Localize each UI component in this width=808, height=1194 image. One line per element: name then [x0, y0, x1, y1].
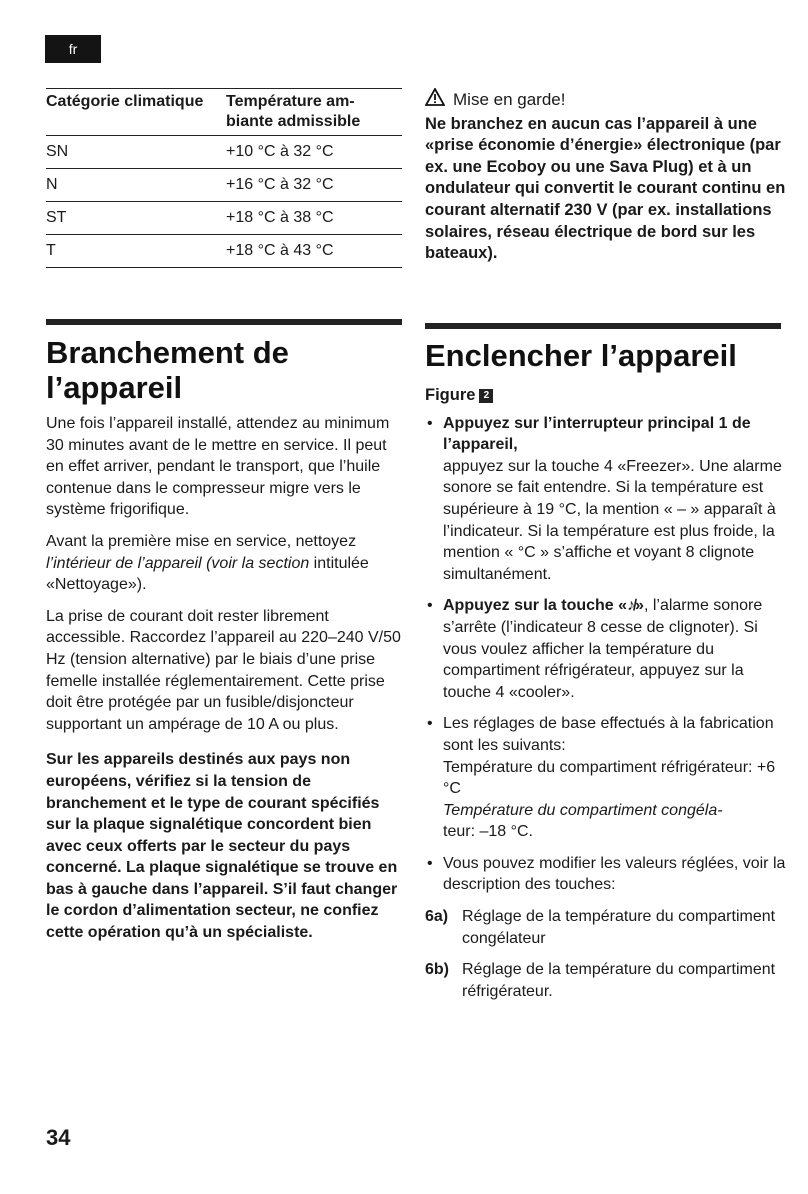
list-item	[425, 595, 795, 703]
language-badge: fr	[45, 35, 101, 63]
section-divider-bar	[46, 319, 402, 325]
bullet-text: Les réglages de base effectués à la fabrication sont les suivants:	[443, 715, 774, 754]
list-item	[425, 713, 795, 843]
temperature-range-cell: +18 °C à 43 °C	[226, 235, 402, 268]
climate-class-cell: ST	[46, 202, 226, 235]
bullet-bold-text: Appuyez sur la touche «	[443, 597, 628, 615]
warning-box	[425, 88, 790, 265]
step-number: 6a)	[425, 908, 449, 926]
warning-triangle-icon	[425, 88, 445, 112]
table-row	[46, 169, 402, 202]
step-text: Réglage de la température du compartiment réfrigérateur.	[462, 961, 776, 1000]
bullet-bold-text: »	[635, 597, 644, 615]
list-item	[425, 906, 795, 949]
climate-table-header	[46, 89, 402, 136]
bullet-text: , l’alarme sonore s’arrête (l’indicateur 8 cesse de clignoter). Si vous voulez afficher la température du compartiment réfrigérateur, appuyez sur la touche 4 «cooler».	[443, 597, 763, 701]
table-row	[46, 136, 402, 169]
bullet-text: Vous pouvez modifier les valeurs réglées, voir la description des touches:	[443, 854, 786, 894]
step-text: Réglage de la température du compartiment congélateur	[462, 908, 776, 947]
table-row	[46, 235, 402, 268]
alarm-off-icon: ♪̸	[627, 597, 636, 615]
list-item	[425, 959, 795, 1002]
table-row	[46, 202, 402, 235]
warning-text: Ne branchez en aucun cas l’appareil à une «prise économie d’énergie» électronique (par ex. une Ecoboy ou une Sava Plug) et à un ondulateur qui convertit le courant continu en courant alternatif 230 V (par ex. installations solaires, réseau électrique de bord sur les bateaux).	[425, 114, 786, 263]
step-number: 6b)	[425, 961, 449, 979]
header-climate-category: Catégorie climatique	[46, 89, 226, 136]
paragraph-text: intitulée «Nettoyage»).	[46, 554, 369, 594]
bullet-text: appuyez sur la touche 4 «Freezer». Une alarme sonore se fait entendre. Si la température est supérieure à 19 °C, la mention « – » apparaît à l’indicateur. Si la température est plus froide, la mention « °C » s’affiche et voyant 8 clignote simultanément.	[443, 457, 782, 583]
list-item	[425, 853, 795, 896]
list-item	[425, 413, 795, 586]
paragraph: Une fois l’appareil installé, attendez au minimum 30 minutes avant de le mettre en service. Il peut en effet arriver, pendant le transport, que l’huile contenue dans le compresseur migre vers le système frigorifique.	[46, 415, 390, 519]
figure-label: Figure	[425, 386, 476, 404]
section-divider-bar	[425, 323, 781, 329]
temperature-range-cell: +16 °C à 32 °C	[226, 169, 402, 202]
heading-enclencher: Enclencher l’appareil	[425, 338, 737, 373]
figure-reference	[425, 385, 795, 407]
right-column	[425, 385, 795, 1012]
figure-number-box: 2	[479, 389, 493, 403]
header-ambient-temperature: Température am- biante admissible	[226, 89, 402, 136]
paragraph-bold: Sur les appareils destinés aux pays non européens, vérifiez si la tension de branchement et le type de courant spécifiés sur la plaque signalétique concordent bien avec ceux offerts par le secteur du pays concerné. La plaque signalétique se trouve en bas à gauche dans l’appareil. S’il faut changer le cordon d’alimentation secteur, ne confiez cette opération qu’à un spécialiste.	[46, 751, 398, 942]
bullet-italic-text: Température du compartiment congéla-	[443, 801, 723, 819]
temperature-range-cell: +10 °C à 32 °C	[226, 136, 402, 169]
climate-class-cell: N	[46, 169, 226, 202]
paragraph	[46, 531, 404, 596]
heading-branchement: Branchement de l’appareil	[46, 335, 289, 405]
warning-heading	[425, 88, 790, 112]
warning-title: Mise en garde!	[453, 90, 566, 109]
bullet-bold-text: Appuyez sur l’interrupteur principal 1 de l’appareil,	[443, 414, 751, 454]
paragraph-text: Avant la première mise en service, nettoyez	[46, 532, 357, 550]
page-number: 34	[46, 1125, 71, 1150]
climate-class-cell: SN	[46, 136, 226, 169]
paragraph-italic-text: l’intérieur de l’appareil (voir la section	[46, 554, 310, 572]
bullet-text: teur: –18 °C.	[443, 823, 533, 841]
left-column	[46, 413, 404, 954]
climate-table	[46, 88, 402, 268]
paragraph: La prise de courant doit rester librement accessible. Raccordez l’appareil au 220–240 V/50 Hz (tension alternative) par le biais d’une prise femelle installée réglementairement. Cette prise doit être protégée par un fusible/disjoncteur supportant un ampérage de 10 A ou plus.	[46, 607, 401, 733]
climate-class-cell: T	[46, 235, 226, 268]
bullet-text: Température du compartiment réfrigérateur: +6 °C	[443, 758, 776, 798]
temperature-range-cell: +18 °C à 38 °C	[226, 202, 402, 235]
